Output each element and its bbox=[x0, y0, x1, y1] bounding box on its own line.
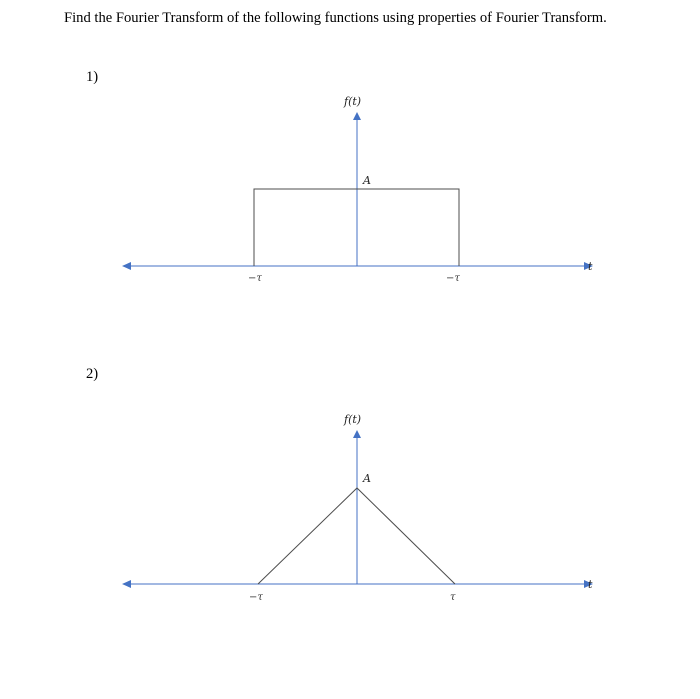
left-tick-label: −τ bbox=[248, 273, 262, 284]
axis-left-arrow-icon bbox=[122, 580, 131, 588]
problem-1-number: 1) bbox=[86, 69, 99, 85]
y-axis-label: f(t) bbox=[344, 413, 362, 426]
problem-2-number: 2) bbox=[86, 366, 99, 382]
axis-left-arrow-icon bbox=[122, 262, 131, 270]
amplitude-axis-arrow-icon bbox=[353, 430, 361, 438]
amplitude-axis-arrow-icon bbox=[353, 112, 361, 120]
amplitude-label: A bbox=[363, 472, 371, 485]
rect-pulse-diagram bbox=[0, 0, 700, 320]
right-tick-label: −τ bbox=[446, 273, 460, 284]
x-axis-label: t bbox=[588, 578, 593, 591]
right-tick-label: τ bbox=[450, 592, 456, 603]
y-axis-label: f(t) bbox=[344, 95, 362, 108]
question-text: Find the Fourier Transform of the following functions using properties of Fourier Transform. bbox=[64, 10, 607, 26]
x-axis-label: t bbox=[588, 260, 593, 273]
left-tick-label: −τ bbox=[249, 592, 263, 603]
triangular-pulse-diagram bbox=[0, 320, 700, 640]
amplitude-label: A bbox=[363, 174, 371, 187]
